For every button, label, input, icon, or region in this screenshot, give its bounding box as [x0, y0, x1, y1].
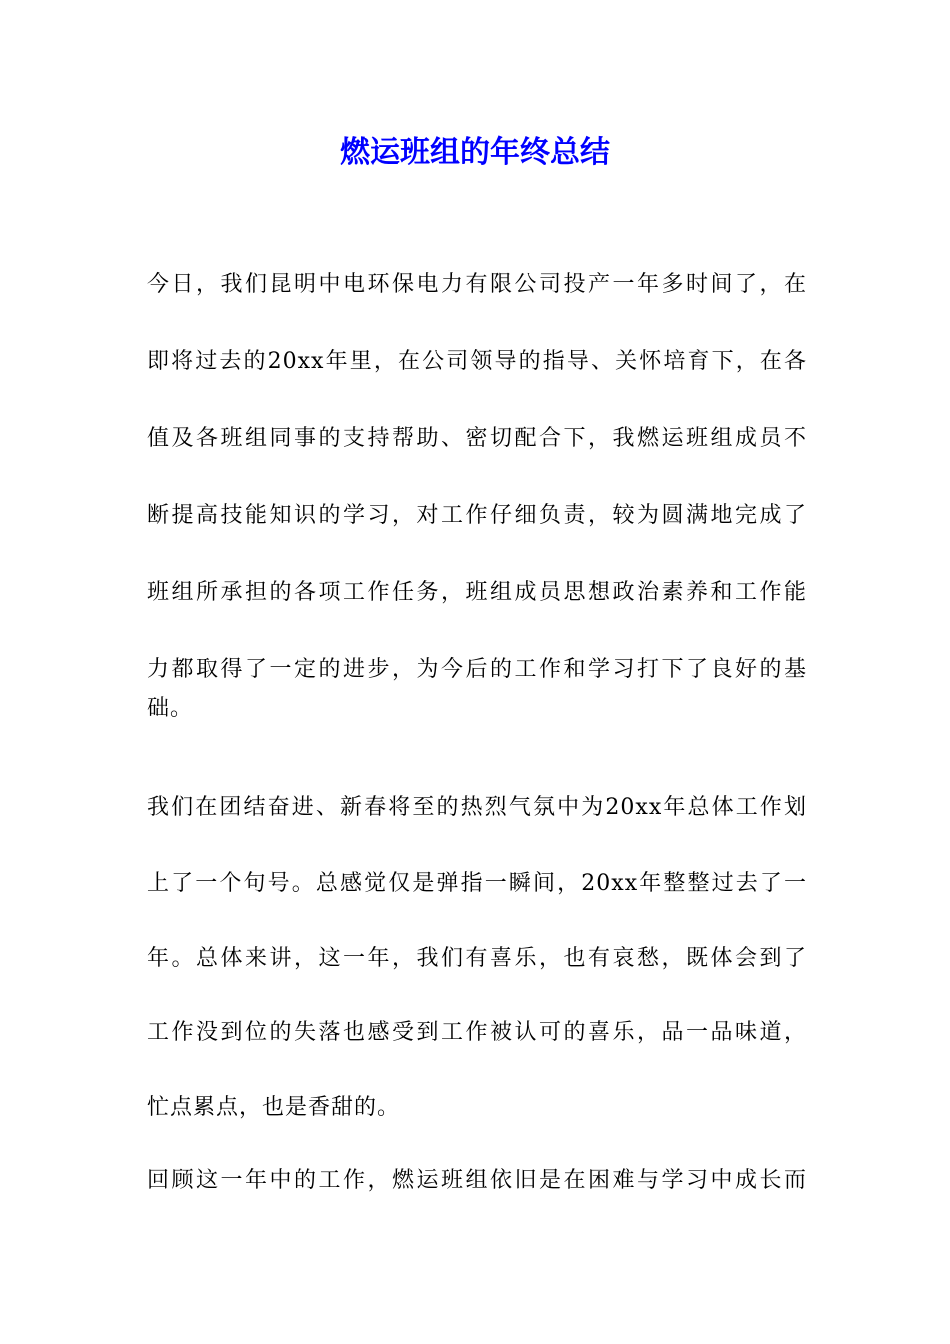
paragraph-line: 础。: [147, 696, 194, 721]
paragraph-line: 忙点累点，也是香甜的。: [147, 1095, 401, 1120]
paragraph-line: 断提高技能知识的学习，对工作仔细负责，较为圆满地完成了: [147, 503, 807, 528]
paragraph-line: 上了一个句号。总感觉仅是弹指一瞬间，20xx年整整过去了一: [147, 871, 807, 896]
paragraph-line: 我们在团结奋进、新春将至的热烈气氛中为20xx年总体工作划: [147, 795, 807, 820]
paragraph-line: 即将过去的20xx年里，在公司领导的指导、关怀培育下，在各: [147, 349, 807, 374]
document-title: 燃运班组的年终总结: [340, 135, 610, 170]
paragraph-line: 年。总体来讲，这一年，我们有喜乐，也有哀愁，既体会到了: [147, 946, 807, 971]
paragraph-line: 今日，我们昆明中电环保电力有限公司投产一年多时间了，在: [147, 272, 807, 297]
paragraph-line: 班组所承担的各项工作任务，班组成员思想政治素养和工作能: [147, 580, 807, 605]
paragraph-line: 值及各班组同事的支持帮助、密切配合下，我燃运班组成员不: [147, 426, 807, 451]
paragraph-line: 回顾这一年中的工作，燃运班组依旧是在困难与学习中成长而: [147, 1168, 807, 1193]
paragraph-line: 力都取得了一定的进步，为今后的工作和学习打下了良好的基: [147, 657, 807, 682]
paragraph-line: 工作没到位的失落也感受到工作被认可的喜乐，品一品味道，: [147, 1020, 807, 1045]
